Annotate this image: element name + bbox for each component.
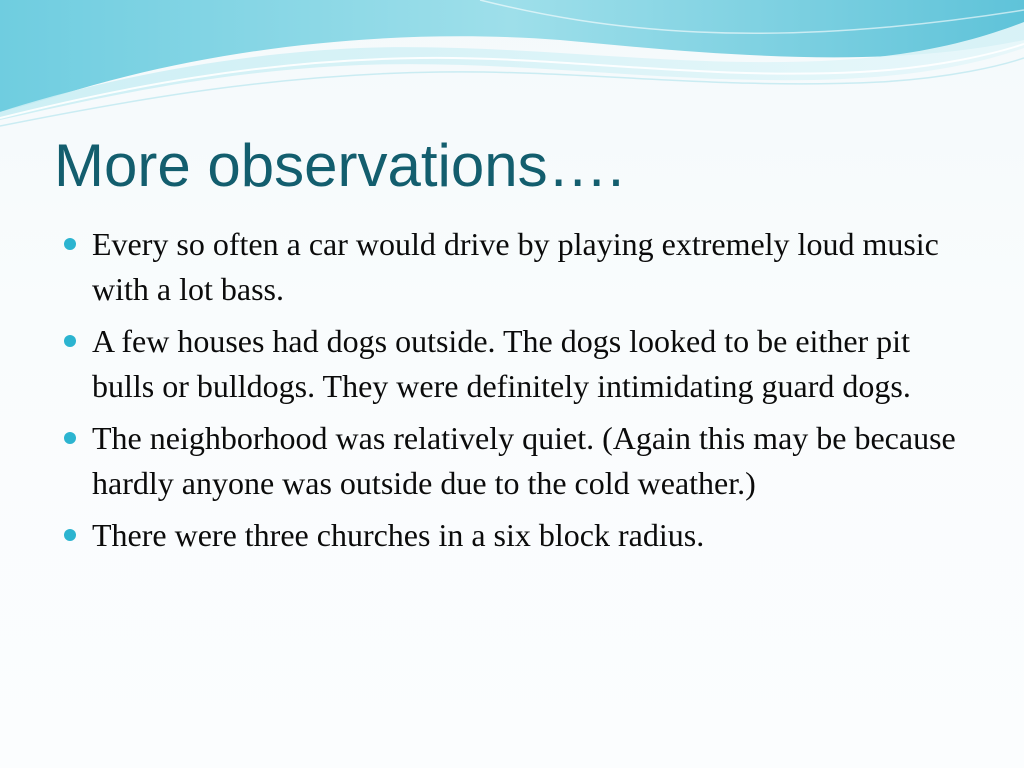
bullet-item: [62, 416, 967, 506]
bullet-dot-icon: [64, 529, 76, 541]
bullet-item: [62, 319, 967, 409]
decorative-wave-header: [0, 0, 1024, 130]
slide-title: More observations….: [54, 132, 625, 199]
bullet-dot-icon: [64, 238, 76, 250]
bullet-item: [62, 513, 967, 558]
bullet-dot-icon: [64, 335, 76, 347]
bullet-text: The neighborhood was relatively quiet. (Again this may be because hardly anyone was outside due to the cold weather.): [92, 420, 956, 501]
bullet-text: Every so often a car would drive by playing extremely loud music with a lot bass.: [92, 226, 939, 307]
bullet-dot-icon: [64, 432, 76, 444]
bullet-item: [62, 222, 967, 312]
bullet-text: A few houses had dogs outside. The dogs looked to be either pit bulls or bulldogs. They were definitely intimidating guard dogs.: [92, 323, 911, 404]
bullet-list: [62, 222, 967, 565]
bullet-text: There were three churches in a six block radius.: [92, 517, 705, 553]
